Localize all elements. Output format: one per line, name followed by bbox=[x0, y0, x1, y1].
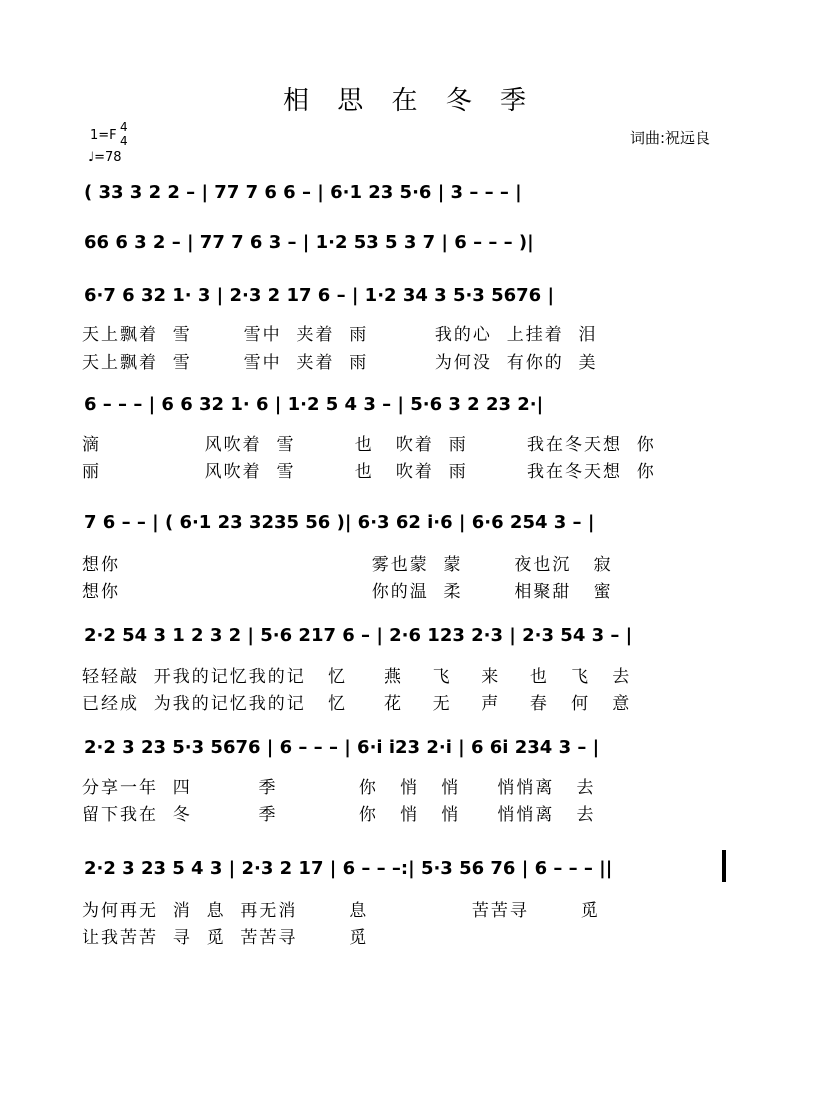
song-title: 相 思 在 冬 季 bbox=[282, 86, 537, 116]
staff-line: 66 6 3 2 – | 77 7 6 3 – | 1·2 53 5 3 7 | 6 – – – )| bbox=[84, 232, 534, 253]
lyric-line: 想你 你的温 柔 相聚甜 蜜 bbox=[82, 582, 613, 602]
lyric-line: 让我苦苦 寻 觅 苦苦寻 觅 bbox=[82, 928, 369, 948]
lyric-line: 留下我在 冬 季 你 悄 悄 悄悄离 去 bbox=[82, 805, 596, 825]
time-signature bbox=[120, 120, 128, 148]
staff-line: ( 33 3 2 2 – | 77 7 6 6 – | 6·1 23 5·6 | 3 – – – | bbox=[84, 182, 522, 203]
key-signature: 1=F bbox=[90, 128, 117, 143]
lyric-line: 已经成 为我的记忆我的记 忆 花 无 声 春 何 意 bbox=[82, 694, 632, 714]
staff-line: 6 – – – | 6 6 32 1· 6 | 1·2 5 4 3 – | 5·6 3 2 23 2·| bbox=[84, 394, 544, 415]
lyric-line: 滴 风吹着 雪 也 吹着 雨 我在冬天想 你 bbox=[82, 435, 656, 455]
lyric-line: 想你 雾也蒙 蒙 夜也沉 寂 bbox=[82, 555, 613, 575]
staff-line: 7 6 – – | ( 6·1 23 3235 56 )| 6·3 62 i·6 | 6·6 254 3 – | bbox=[84, 512, 595, 533]
lyric-line: 丽 风吹着 雪 也 吹着 雨 我在冬天想 你 bbox=[82, 462, 656, 482]
lyric-line: 分享一年 四 季 你 悄 悄 悄悄离 去 bbox=[82, 778, 596, 798]
tempo-marking: ♩=78 bbox=[88, 150, 122, 165]
lyric-line: 为何再无 消 息 再无消 息 苦苦寻 觅 bbox=[82, 901, 600, 921]
lyric-line: 天上飘着 雪 雪中 夹着 雨 为何没 有你的 美 bbox=[82, 353, 598, 373]
lyric-line: 天上飘着 雪 雪中 夹着 雨 我的心 上挂着 泪 bbox=[82, 325, 598, 345]
lyric-line: 轻轻敲 开我的记忆我的记 忆 燕 飞 来 也 飞 去 bbox=[82, 667, 632, 687]
staff-line: 6·7 6 32 1· 3 | 2·3 2 17 6 – | 1·2 34 3 5·3 5676 | bbox=[84, 285, 555, 306]
staff-line: 2·2 3 23 5 4 3 | 2·3 2 17 | 6 – – –:| 5·3 56 76 | 6 – – – || bbox=[84, 858, 613, 879]
staff-line: 2·2 54 3 1 2 3 2 | 5·6 217 6 – | 2·6 123 2·3 | 2·3 54 3 – | bbox=[84, 625, 633, 646]
final-barline bbox=[722, 850, 726, 882]
time-top: 4 bbox=[120, 120, 128, 134]
time-bottom: 4 bbox=[120, 134, 128, 148]
author-credit: 词曲:祝远良 bbox=[630, 129, 711, 147]
staff-line: 2·2 3 23 5·3 5676 | 6 – – – | 6·i i23 2·i | 6 6i 234 3 – | bbox=[84, 737, 600, 758]
